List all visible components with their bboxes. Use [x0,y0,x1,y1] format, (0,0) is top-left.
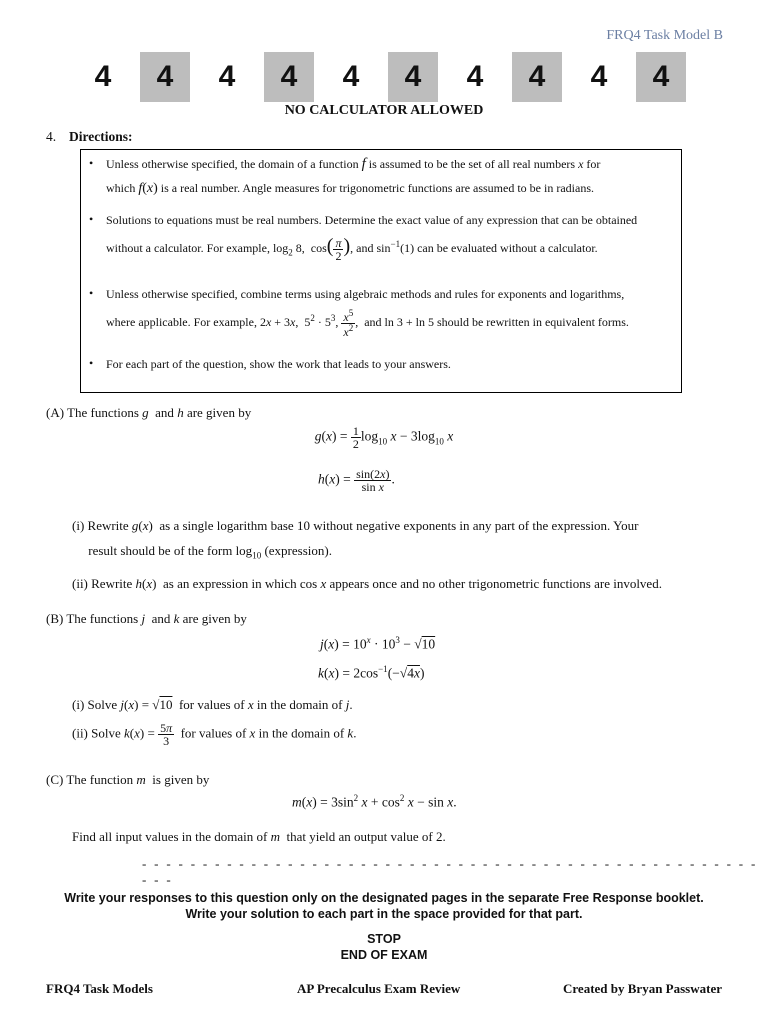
directions-heading: Directions: [69,129,133,144]
banner-digit: 4 [94,60,112,93]
banner-digit: 4 [466,60,484,93]
banner-digit: 4 [636,52,686,102]
footer-left: FRQ4 Task Models [46,981,153,996]
task-model-label: FRQ4 Task Model B [606,28,723,43]
equation-g: g(x) = $\frac{1}{2}$ $\log_{10} x - 3\log_{10}$ x [314,424,454,451]
bullet: • [89,212,94,226]
instruction-line-2: Write your solution to each part in the space provided for that part. [185,907,583,921]
banner-digit: 4 [140,52,190,102]
question-number: 4. [46,129,57,144]
no-calculator-heading: NO CALCULATOR ALLOWED [284,103,484,118]
part-a-intro: (A) The functions g and h are given by [46,405,252,420]
part-a-i: (i) Rewrite g(x) as a single logarithm base 10 without negative exponents in any part of the expression. Your result should be of the form $\log_{10}$ (expression). [72,518,639,561]
equation-k: $k(x) = 2\cos^{-1}(-√4x)$ [318,664,425,681]
directions-bullet-2: Solutions to equations must be real numbers. Determine the exact value of any expression that can be obtained without a calculator. For example, $\log_2 8$, cos( $\frac{\pi}{2}$ ), and $\sin^{-1}(1)$ can be evaluated without a calculator. [106,213,638,263]
directions-bullet-3: Unless otherwise specified, combine terms using algebraic methods and rules for exponents and logarithms, where applicable. For example, 2x + 3x, $5^2 \cdot 5^3$, $\frac{x^5}{x^2}$ , and ln 3 + ln 5 should be rewritten in equivalent forms. [106,287,629,339]
end-of-exam-label: END OF EXAM [340,948,428,962]
footer-right: Created by Bryan Passwater [563,981,722,996]
bullet: • [89,356,94,370]
equation-h: h(x) = $\frac{\sin(2x)}{\text{sin x}}$ . [318,467,395,494]
banner-digit: 4 [342,60,360,93]
separator-dashes: - - - - - - - - - - - - - - - - - - - - - - - - - - - - - - - - - - - - - - - - - - - - - - - - - - - - - - [142,856,758,887]
bullet: • [89,156,94,170]
bullet: • [89,286,94,300]
equation-m: $m(x) = 3\sin^2$ $x + \cos^2 x - \sin x$. [292,793,457,810]
banner-digit: 4 [512,52,562,102]
page-number-banner [72,52,692,102]
part-b-intro: (B) The functions j and k are given by [46,611,247,626]
part-c-intro: (C) The function m is given by [46,772,210,787]
directions-box [80,149,682,393]
part-a-ii: (ii) Rewrite h(x) as an expression in which cos x appears once and no other trigonometric functions are involved. [72,576,662,591]
instruction-line-1: Write your responses to this question only on the designated pages in the separate Free Response booklet. [64,891,704,905]
banner-digit: 4 [218,60,236,93]
part-b-ii: (ii) Solve k(x) = $\frac{5\pi}{3}$ for values of x in the domain of k. [72,721,357,748]
banner-digit: 4 [264,52,314,102]
directions-bullet-4: For each part of the question, show the work that leads to your answers. [106,357,451,371]
banner-digit: 4 [388,52,438,102]
equation-j: $j(x) = 10^x \cdot 10^3 - √10$ [320,635,436,652]
part-b-i: (i) Solve j(x) = √10 for values of x in the domain of j. [72,697,353,712]
stop-label: STOP [367,932,401,946]
footer-center: AP Precalculus Exam Review [297,981,461,996]
part-c-find: Find all input values in the domain of m that yield an output value of 2. [72,829,446,844]
directions-bullet-1: Unless otherwise specified, the domain of a function f is assumed to be the set of all real numbers x for which f(x) is a real number. Angle measures for trigonometric functions are assumed to be in radians. [106,156,601,196]
banner-digit: 4 [590,60,608,93]
